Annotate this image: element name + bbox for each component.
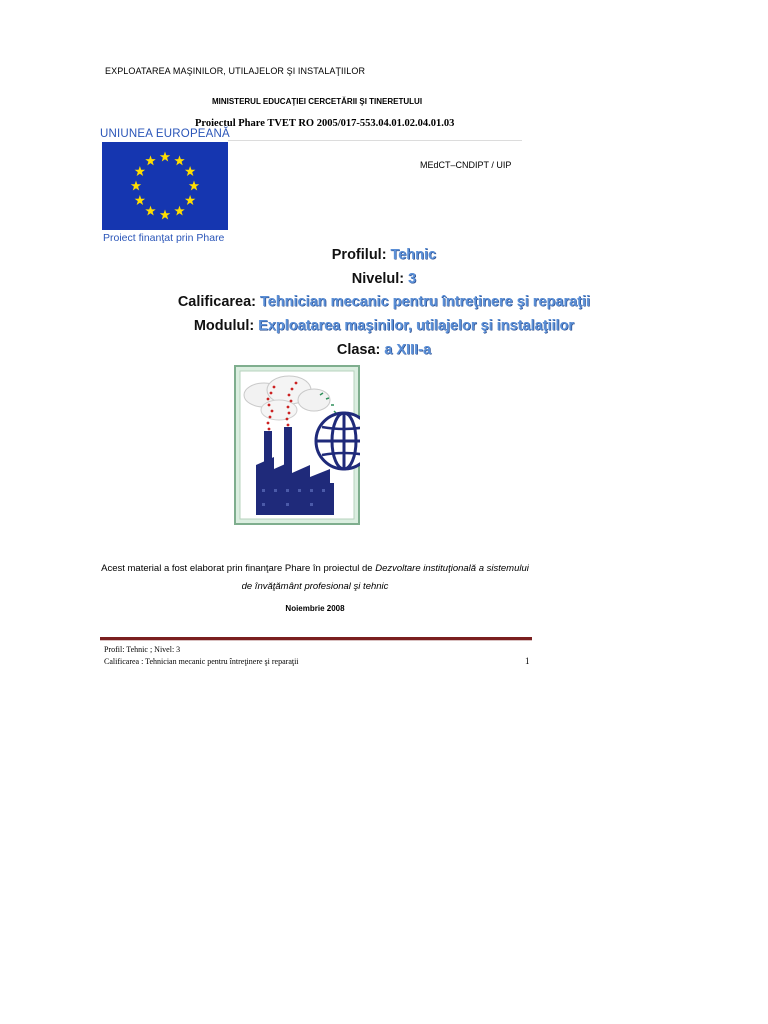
eu-logo xyxy=(100,128,232,246)
project-code: Proiectul Phare TVET RO 2005/017-553.04.01.02.04.01.03 xyxy=(195,118,455,129)
footer-qualification: Calificarea : Tehnician mecanic pentru întreţinere şi reparaţii xyxy=(104,657,299,666)
profile-value: Tehnic xyxy=(390,247,437,263)
running-header: EXPLOATAREA MAŞINILOR, UTILAJELOR ŞI INSTALAŢIILOR xyxy=(105,66,366,76)
class-value: a XIII-a xyxy=(384,342,432,358)
publication-date: Noiembrie 2008 xyxy=(285,604,345,613)
eu-star-icon xyxy=(135,195,145,205)
qualification-label: Calificarea: xyxy=(177,294,257,310)
funding-note-text: Acest material a fost elaborat prin finanţare Phare în proiectul de xyxy=(101,563,376,574)
level-line xyxy=(0,271,768,287)
class-label: Clasa: xyxy=(336,342,381,358)
medct-label: MEdCT–CNDIPT / UIP xyxy=(420,160,512,170)
header-divider xyxy=(228,140,522,141)
funding-note-project: Dezvoltare instituţională a sistemului de învăţământ profesional şi tehnic xyxy=(241,563,529,592)
level-label: Nivelul: xyxy=(351,271,405,287)
module-label: Modulul: xyxy=(193,318,255,334)
eu-star-icon xyxy=(145,206,155,216)
eu-star-icon xyxy=(185,166,195,176)
eu-stars xyxy=(102,142,228,230)
eu-star-icon xyxy=(145,155,155,165)
profile-label: Profilul: xyxy=(331,247,387,263)
profile-line xyxy=(0,247,768,263)
eu-star-icon xyxy=(160,152,170,162)
eu-logo-title: UNIUNEA EUROPEANĂ xyxy=(100,128,230,140)
eu-star-icon xyxy=(131,181,141,191)
eu-star-icon xyxy=(185,195,195,205)
footer-divider-shadow xyxy=(100,640,532,641)
qualification-value: Tehnician mecanic pentru întreţinere şi reparaţii xyxy=(260,294,591,310)
qualification-line xyxy=(0,294,768,310)
eu-star-icon xyxy=(160,210,170,220)
factory-globe-illustration xyxy=(234,365,360,525)
eu-star-icon xyxy=(135,166,145,176)
page-number: 1 xyxy=(525,656,530,666)
eu-star-icon xyxy=(174,155,184,165)
class-line xyxy=(0,342,768,358)
eu-star-icon xyxy=(174,206,184,216)
footer-profile: Profil: Tehnic ; Nivel: 3 xyxy=(104,645,181,654)
module-line xyxy=(0,318,768,334)
eu-logo-caption: Proiect finanţat prin Phare xyxy=(103,232,225,244)
eu-star-icon xyxy=(189,181,199,191)
ministry-name: MINISTERUL EDUCAŢIEI CERCETĂRII ŞI TINERETULUI xyxy=(211,97,423,106)
module-value: Exploatarea maşinilor, utilajelor şi instalaţiilor xyxy=(258,318,575,334)
level-value: 3 xyxy=(408,271,417,287)
eu-flag-icon xyxy=(102,142,228,230)
funding-note xyxy=(100,560,530,596)
